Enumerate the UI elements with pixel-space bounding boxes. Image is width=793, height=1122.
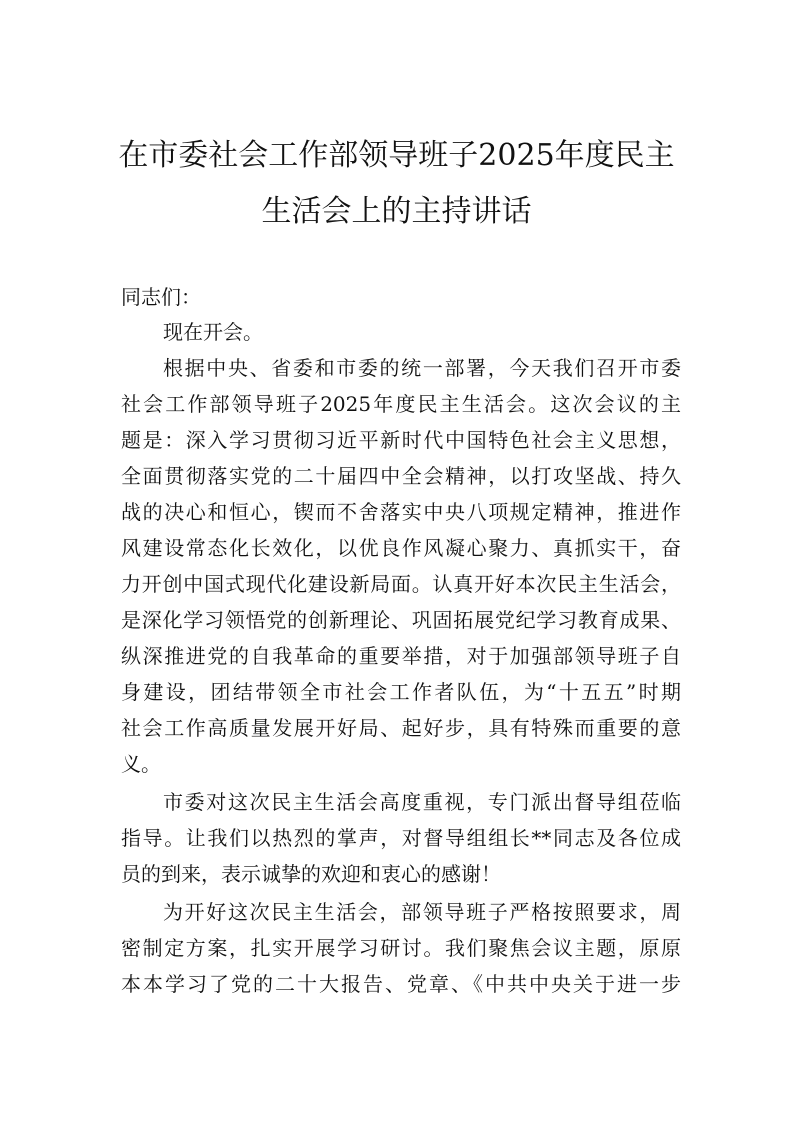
paragraph-line: 风建设常态化长效化，以优良作风凝心聚力、真抓实干，奋 (121, 536, 681, 560)
paragraph-line: 本本学习了党的二十大报告、党章、《中共中央关于进一步 (121, 972, 681, 996)
paragraph-line: 根据中央、省委和市委的统一部署，今天我们召开市委 (163, 356, 681, 380)
paragraph-line: 为开好这次民主生活会，部领导班子严格按照要求，周 (163, 900, 681, 924)
paragraph-line: 社会工作部领导班子2025年度民主生活会。这次会议的主 (121, 392, 681, 416)
paragraph-line: 员的到来，表示诚挚的欢迎和衷心的感谢！ (121, 862, 501, 886)
paragraph-line: 密制定方案，扎实开展学习研讨。我们聚焦会议主题，原原 (121, 936, 681, 960)
document-title-line-2: 生活会上的主持讲话 (261, 194, 532, 229)
paragraph-line: 指导。让我们以热烈的掌声，对督导组组长**同志及各位成 (121, 826, 681, 850)
paragraph-line: 市委对这次民主生活会高度重视，专门派出督导组莅临 (163, 790, 681, 814)
paragraph-line: 是深化学习领悟党的创新理论、巩固拓展党纪学习教育成果、 (121, 608, 681, 632)
paragraph-line: 身建设，团结带领全市社会工作者队伍，为“十五五”时期 (121, 680, 681, 704)
paragraph-line: 力开创中国式现代化建设新局面。认真开好本次民主生活会， (121, 572, 681, 596)
paragraph-line: 纵深推进党的自我革命的重要举措，对于加强部领导班子自 (121, 644, 681, 668)
paragraph-line: 全面贯彻落实党的二十届四中全会精神，以打攻坚战、持久 (121, 464, 681, 488)
document-title-line-1: 在市委社会工作部领导班子2025年度民主 (118, 138, 675, 173)
paragraph-line: 现在开会。 (163, 320, 263, 344)
paragraph-line: 义。 (121, 752, 161, 776)
salutation: 同志们： (121, 285, 201, 309)
paragraph-line: 社会工作高质量发展开好局、起好步，具有特殊而重要的意 (121, 716, 681, 740)
paragraph-line: 题是：深入学习贯彻习近平新时代中国特色社会主义思想， (121, 428, 681, 452)
paragraph-line: 战的决心和恒心，锲而不舍落实中央八项规定精神，推进作 (121, 500, 681, 524)
